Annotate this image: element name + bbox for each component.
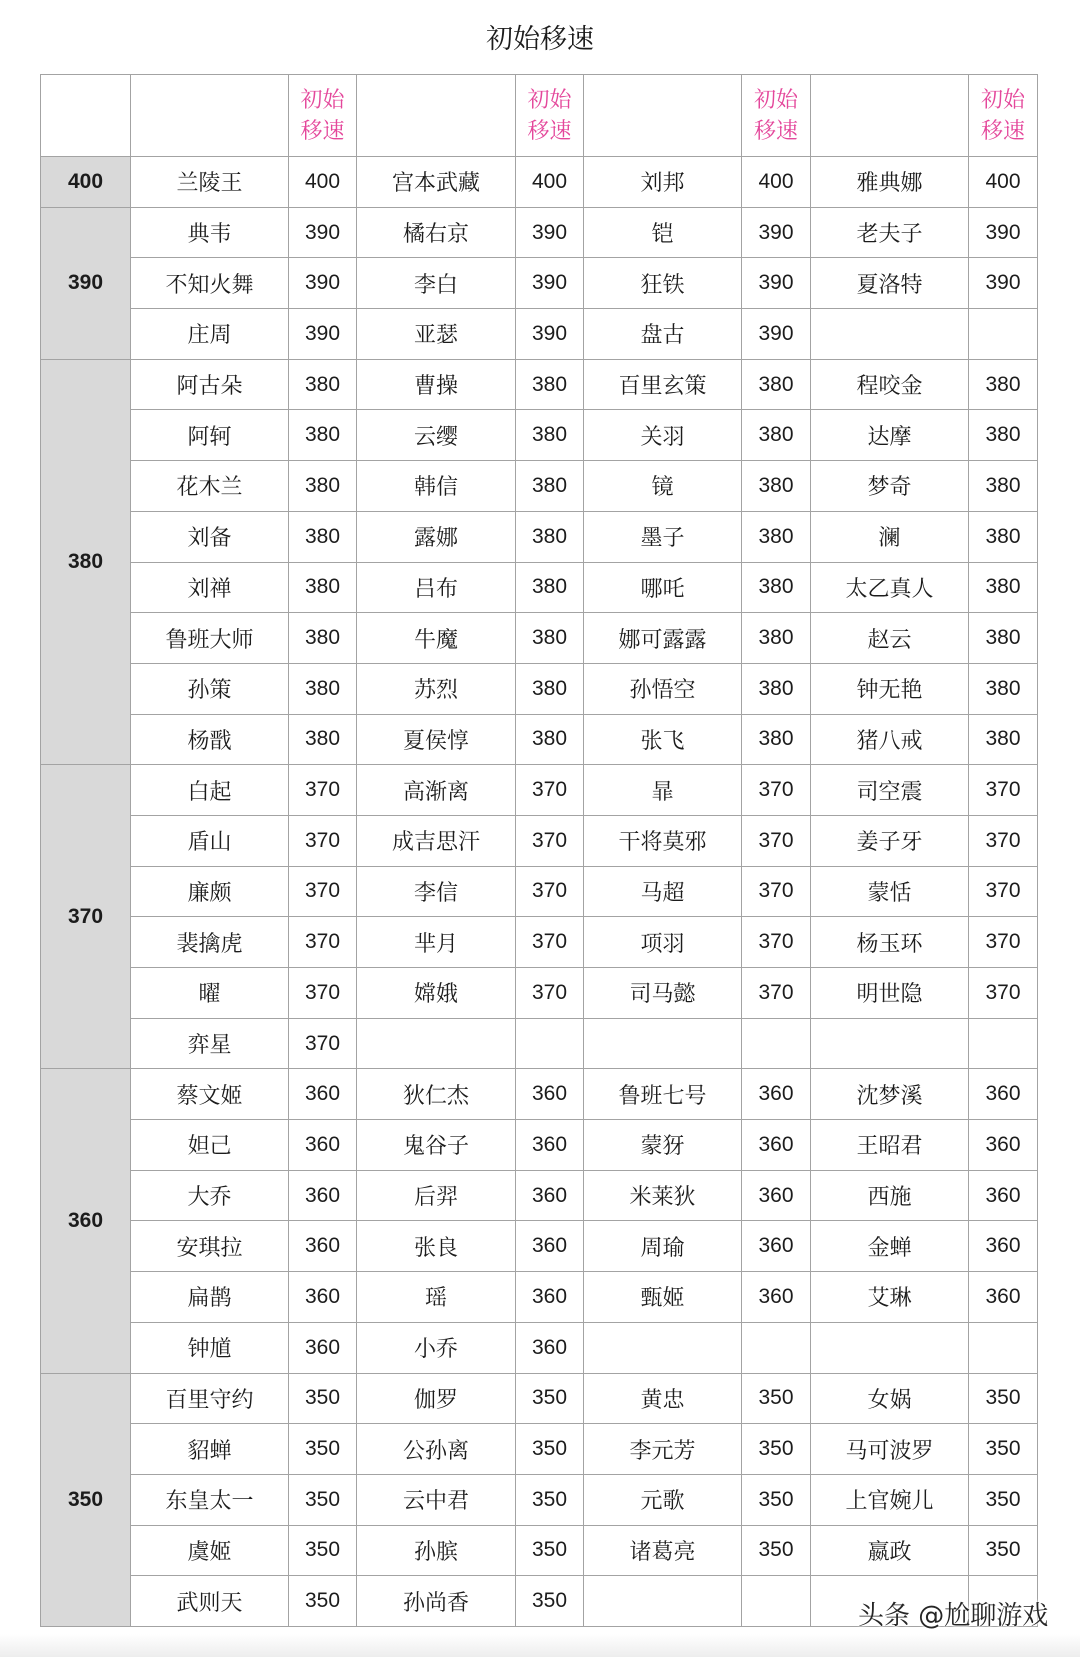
hero-speed: 380 [516, 613, 584, 664]
hero-speed: 390 [516, 309, 584, 360]
hero-speed: 350 [289, 1373, 357, 1424]
table-row [41, 1272, 1038, 1323]
hero-speed: 380 [289, 663, 357, 714]
empty-cell [969, 1018, 1038, 1069]
hero-speed: 360 [516, 1221, 584, 1272]
hero-name: 李元芳 [584, 1424, 742, 1475]
hero-name: 澜 [811, 511, 969, 562]
hero-name: 孙尚香 [357, 1576, 516, 1627]
speed-header-line: 初始 [527, 87, 572, 113]
table-row [41, 1221, 1038, 1272]
hero-speed: 360 [969, 1120, 1038, 1171]
hero-speed: 380 [742, 562, 811, 613]
hero-speed: 380 [516, 714, 584, 765]
hero-speed: 380 [969, 663, 1038, 714]
hero-speed: 350 [742, 1474, 811, 1525]
hero-speed: 380 [516, 461, 584, 512]
hero-name: 墨子 [584, 511, 742, 562]
hero-name: 女娲 [811, 1373, 969, 1424]
blank-header-cell [131, 75, 289, 157]
table-row [41, 714, 1038, 765]
hero-name: 张良 [357, 1221, 516, 1272]
hero-speed: 360 [969, 1272, 1038, 1323]
speed-group-label: 350 [41, 1373, 131, 1626]
empty-cell [584, 1018, 742, 1069]
hero-name: 王昭君 [811, 1120, 969, 1171]
hero-speed: 380 [289, 562, 357, 613]
hero-speed: 350 [742, 1424, 811, 1475]
hero-speed: 380 [289, 511, 357, 562]
hero-name: 狄仁杰 [357, 1069, 516, 1120]
hero-name: 不知火舞 [131, 258, 289, 309]
hero-name: 明世隐 [811, 968, 969, 1019]
hero-name: 妲己 [131, 1120, 289, 1171]
hero-speed: 360 [289, 1069, 357, 1120]
hero-speed: 380 [742, 461, 811, 512]
empty-cell [969, 309, 1038, 360]
hero-name: 云缨 [357, 410, 516, 461]
hero-speed: 350 [289, 1424, 357, 1475]
hero-speed: 350 [516, 1576, 584, 1627]
hero-name: 宫本武藏 [357, 157, 516, 208]
hero-speed: 380 [969, 359, 1038, 410]
hero-speed: 350 [969, 1525, 1038, 1576]
hero-name: 嫦娥 [357, 968, 516, 1019]
hero-speed: 380 [969, 511, 1038, 562]
hero-speed: 360 [516, 1069, 584, 1120]
hero-name: 杨戬 [131, 714, 289, 765]
hero-speed: 370 [742, 815, 811, 866]
hero-speed: 350 [516, 1424, 584, 1475]
hero-speed: 380 [742, 613, 811, 664]
hero-speed: 350 [289, 1576, 357, 1627]
speed-header-line: 移速 [527, 118, 572, 144]
hero-name: 太乙真人 [811, 562, 969, 613]
hero-name: 李白 [357, 258, 516, 309]
empty-cell [742, 1322, 811, 1373]
hero-name: 成吉思汗 [357, 815, 516, 866]
hero-name: 嬴政 [811, 1525, 969, 1576]
hero-speed: 390 [969, 258, 1038, 309]
hero-name: 大乔 [131, 1170, 289, 1221]
hero-name: 蒙犽 [584, 1120, 742, 1171]
hero-speed: 360 [289, 1120, 357, 1171]
hero-speed: 380 [969, 461, 1038, 512]
hero-speed: 400 [969, 157, 1038, 208]
table-row [41, 1424, 1038, 1475]
hero-name: 西施 [811, 1170, 969, 1221]
hero-speed: 380 [969, 613, 1038, 664]
hero-speed: 380 [289, 714, 357, 765]
hero-name: 芈月 [357, 917, 516, 968]
hero-name: 后羿 [357, 1170, 516, 1221]
hero-speed: 360 [742, 1272, 811, 1323]
table-row [41, 1120, 1038, 1171]
hero-name: 云中君 [357, 1474, 516, 1525]
hero-speed: 390 [742, 258, 811, 309]
table-row [41, 207, 1038, 258]
hero-name: 蔡文姬 [131, 1069, 289, 1120]
table-row [41, 309, 1038, 360]
hero-speed: 370 [969, 765, 1038, 816]
table-row [41, 815, 1038, 866]
hero-name: 李信 [357, 866, 516, 917]
hero-name: 花木兰 [131, 461, 289, 512]
table-row [41, 511, 1038, 562]
hero-name: 安琪拉 [131, 1221, 289, 1272]
hero-speed: 350 [516, 1474, 584, 1525]
hero-name: 关羽 [584, 410, 742, 461]
hero-name: 典韦 [131, 207, 289, 258]
hero-name: 裴擒虎 [131, 917, 289, 968]
hero-name: 司马懿 [584, 968, 742, 1019]
table-row [41, 359, 1038, 410]
hero-name: 刘禅 [131, 562, 289, 613]
hero-speed: 370 [742, 968, 811, 1019]
speed-table [40, 74, 1038, 1627]
table-row [41, 1069, 1038, 1120]
hero-speed: 360 [516, 1322, 584, 1373]
hero-name: 橘右京 [357, 207, 516, 258]
hero-speed: 360 [969, 1170, 1038, 1221]
hero-name: 刘邦 [584, 157, 742, 208]
page-title: 初始移速 [486, 24, 594, 55]
hero-name: 钟馗 [131, 1322, 289, 1373]
hero-speed: 380 [289, 461, 357, 512]
speed-group-label: 360 [41, 1069, 131, 1373]
hero-speed: 380 [742, 663, 811, 714]
hero-speed: 380 [516, 511, 584, 562]
hero-name: 干将莫邪 [584, 815, 742, 866]
hero-speed: 360 [289, 1170, 357, 1221]
hero-speed: 390 [289, 207, 357, 258]
table-row [41, 1170, 1038, 1221]
hero-speed: 350 [516, 1373, 584, 1424]
hero-speed: 370 [289, 866, 357, 917]
hero-speed: 350 [742, 1373, 811, 1424]
hero-name: 庄周 [131, 309, 289, 360]
speed-header-line: 移速 [753, 118, 798, 144]
hero-speed: 360 [742, 1120, 811, 1171]
hero-name: 盘古 [584, 309, 742, 360]
hero-speed: 390 [969, 207, 1038, 258]
speed-column-header [742, 75, 811, 157]
table-row [41, 1373, 1038, 1424]
hero-speed: 390 [516, 258, 584, 309]
hero-speed: 370 [289, 815, 357, 866]
hero-name: 钟无艳 [811, 663, 969, 714]
hero-speed: 390 [289, 309, 357, 360]
speed-column-header [289, 75, 357, 157]
hero-speed: 370 [742, 866, 811, 917]
hero-name: 雅典娜 [811, 157, 969, 208]
hero-speed: 370 [516, 968, 584, 1019]
hero-speed: 390 [516, 207, 584, 258]
hero-name: 金蝉 [811, 1221, 969, 1272]
hero-speed: 380 [742, 714, 811, 765]
hero-speed: 350 [969, 1373, 1038, 1424]
hero-speed: 380 [742, 359, 811, 410]
hero-speed: 370 [516, 866, 584, 917]
hero-speed: 360 [289, 1322, 357, 1373]
hero-name: 黄忠 [584, 1373, 742, 1424]
hero-name: 蒙恬 [811, 866, 969, 917]
hero-speed: 350 [289, 1474, 357, 1525]
table-row [41, 968, 1038, 1019]
hero-name: 狂铁 [584, 258, 742, 309]
table-row [41, 663, 1038, 714]
speed-header-line: 初始 [753, 87, 798, 113]
speed-group-label: 400 [41, 157, 131, 208]
hero-name: 孙策 [131, 663, 289, 714]
blank-header-cell [584, 75, 742, 157]
hero-name: 公孙离 [357, 1424, 516, 1475]
hero-name: 吕布 [357, 562, 516, 613]
speed-column-header [516, 75, 584, 157]
hero-name: 盾山 [131, 815, 289, 866]
hero-speed: 360 [969, 1221, 1038, 1272]
table-row [41, 917, 1038, 968]
hero-speed: 350 [516, 1525, 584, 1576]
hero-speed: 360 [969, 1069, 1038, 1120]
table-row [41, 1525, 1038, 1576]
table-header-row [41, 75, 1038, 157]
table-row [41, 157, 1038, 208]
hero-name: 武则天 [131, 1576, 289, 1627]
hero-speed: 370 [516, 815, 584, 866]
speed-header-line: 移速 [300, 118, 345, 144]
hero-speed: 370 [742, 917, 811, 968]
hero-speed: 380 [969, 410, 1038, 461]
hero-name: 孙悟空 [584, 663, 742, 714]
speed-header-line: 初始 [980, 87, 1025, 113]
hero-name: 夏侯惇 [357, 714, 516, 765]
empty-cell [584, 1576, 742, 1627]
hero-name: 牛魔 [357, 613, 516, 664]
hero-name: 米莱狄 [584, 1170, 742, 1221]
hero-name: 镜 [584, 461, 742, 512]
hero-name: 马超 [584, 866, 742, 917]
hero-name: 曜 [131, 968, 289, 1019]
hero-name: 瑶 [357, 1272, 516, 1323]
hero-name: 项羽 [584, 917, 742, 968]
hero-speed: 380 [516, 410, 584, 461]
hero-name: 弈星 [131, 1018, 289, 1069]
empty-cell [357, 1018, 516, 1069]
hero-name: 猪八戒 [811, 714, 969, 765]
hero-name: 周瑜 [584, 1221, 742, 1272]
table-row [41, 1018, 1038, 1069]
hero-name: 杨玉环 [811, 917, 969, 968]
table-row [41, 765, 1038, 816]
hero-speed: 370 [969, 815, 1038, 866]
hero-speed: 350 [969, 1474, 1038, 1525]
table-row [41, 1474, 1038, 1525]
empty-cell [811, 309, 969, 360]
hero-speed: 400 [742, 157, 811, 208]
hero-name: 白起 [131, 765, 289, 816]
hero-name: 虞姬 [131, 1525, 289, 1576]
hero-speed: 380 [516, 663, 584, 714]
hero-speed: 380 [289, 359, 357, 410]
hero-name: 甄姬 [584, 1272, 742, 1323]
empty-cell [516, 1018, 584, 1069]
watermark: 头条 @尬聊游戏 [858, 1601, 1049, 1631]
hero-name: 阿古朵 [131, 359, 289, 410]
hero-speed: 360 [742, 1069, 811, 1120]
hero-name: 鲁班大师 [131, 613, 289, 664]
hero-name: 夏洛特 [811, 258, 969, 309]
table-row [41, 866, 1038, 917]
hero-speed: 390 [742, 207, 811, 258]
hero-speed: 380 [742, 410, 811, 461]
hero-name: 伽罗 [357, 1373, 516, 1424]
hero-name: 上官婉儿 [811, 1474, 969, 1525]
hero-speed: 370 [742, 765, 811, 816]
hero-speed: 360 [742, 1170, 811, 1221]
hero-name: 韩信 [357, 461, 516, 512]
bottom-shadow [0, 1634, 1080, 1657]
blank-header-cell [357, 75, 516, 157]
hero-name: 司空震 [811, 765, 969, 816]
hero-speed: 380 [516, 562, 584, 613]
hero-name: 达摩 [811, 410, 969, 461]
table-row [41, 1322, 1038, 1373]
speed-group-label: 390 [41, 207, 131, 359]
blank-header-cell [811, 75, 969, 157]
hero-name: 铠 [584, 207, 742, 258]
hero-speed: 390 [289, 258, 357, 309]
hero-speed: 370 [969, 917, 1038, 968]
hero-speed: 400 [289, 157, 357, 208]
hero-speed: 370 [516, 765, 584, 816]
hero-name: 张飞 [584, 714, 742, 765]
hero-name: 诸葛亮 [584, 1525, 742, 1576]
hero-speed: 370 [969, 968, 1038, 1019]
hero-speed: 390 [742, 309, 811, 360]
hero-name: 沈梦溪 [811, 1069, 969, 1120]
speed-group-label: 370 [41, 765, 131, 1069]
hero-name: 老夫子 [811, 207, 969, 258]
hero-name: 刘备 [131, 511, 289, 562]
table-row [41, 410, 1038, 461]
hero-name: 亚瑟 [357, 309, 516, 360]
blank-header-cell [41, 75, 131, 157]
hero-speed: 360 [516, 1120, 584, 1171]
hero-name: 梦奇 [811, 461, 969, 512]
speed-header-line: 初始 [300, 87, 345, 113]
hero-speed: 380 [969, 714, 1038, 765]
hero-name: 廉颇 [131, 866, 289, 917]
table-row [41, 562, 1038, 613]
table-row [41, 258, 1038, 309]
hero-speed: 370 [289, 765, 357, 816]
hero-speed: 370 [289, 968, 357, 1019]
hero-speed: 380 [516, 359, 584, 410]
empty-cell [969, 1322, 1038, 1373]
hero-name: 暃 [584, 765, 742, 816]
hero-speed: 380 [742, 511, 811, 562]
hero-speed: 380 [969, 562, 1038, 613]
hero-name: 百里守约 [131, 1373, 289, 1424]
hero-speed: 380 [289, 613, 357, 664]
hero-name: 阿轲 [131, 410, 289, 461]
hero-name: 兰陵王 [131, 157, 289, 208]
hero-name: 孙膑 [357, 1525, 516, 1576]
hero-name: 扁鹊 [131, 1272, 289, 1323]
hero-name: 元歌 [584, 1474, 742, 1525]
hero-speed: 370 [969, 866, 1038, 917]
hero-speed: 380 [289, 410, 357, 461]
hero-speed: 360 [516, 1272, 584, 1323]
hero-name: 马可波罗 [811, 1424, 969, 1475]
hero-speed: 370 [289, 917, 357, 968]
hero-speed: 360 [742, 1221, 811, 1272]
hero-name: 姜子牙 [811, 815, 969, 866]
hero-speed: 350 [742, 1525, 811, 1576]
hero-name: 露娜 [357, 511, 516, 562]
hero-name: 苏烈 [357, 663, 516, 714]
speed-group-label: 380 [41, 359, 131, 765]
hero-name: 鲁班七号 [584, 1069, 742, 1120]
table-row [41, 461, 1038, 512]
speed-column-header [969, 75, 1038, 157]
hero-speed: 360 [289, 1272, 357, 1323]
hero-name: 小乔 [357, 1322, 516, 1373]
hero-name: 赵云 [811, 613, 969, 664]
hero-speed: 370 [289, 1018, 357, 1069]
speed-header-line: 移速 [980, 118, 1025, 144]
empty-cell [742, 1018, 811, 1069]
hero-name: 貂蝉 [131, 1424, 289, 1475]
table-row [41, 613, 1038, 664]
hero-name: 鬼谷子 [357, 1120, 516, 1171]
hero-name: 高渐离 [357, 765, 516, 816]
hero-name: 百里玄策 [584, 359, 742, 410]
empty-cell [742, 1576, 811, 1627]
empty-cell [811, 1018, 969, 1069]
empty-cell [811, 1322, 969, 1373]
hero-speed: 350 [289, 1525, 357, 1576]
hero-speed: 370 [516, 917, 584, 968]
empty-cell [584, 1322, 742, 1373]
hero-speed: 400 [516, 157, 584, 208]
hero-speed: 360 [289, 1221, 357, 1272]
hero-speed: 350 [969, 1424, 1038, 1475]
hero-name: 程咬金 [811, 359, 969, 410]
hero-name: 艾琳 [811, 1272, 969, 1323]
hero-name: 东皇太一 [131, 1474, 289, 1525]
hero-speed: 360 [516, 1170, 584, 1221]
hero-name: 哪吒 [584, 562, 742, 613]
hero-name: 曹操 [357, 359, 516, 410]
hero-name: 娜可露露 [584, 613, 742, 664]
